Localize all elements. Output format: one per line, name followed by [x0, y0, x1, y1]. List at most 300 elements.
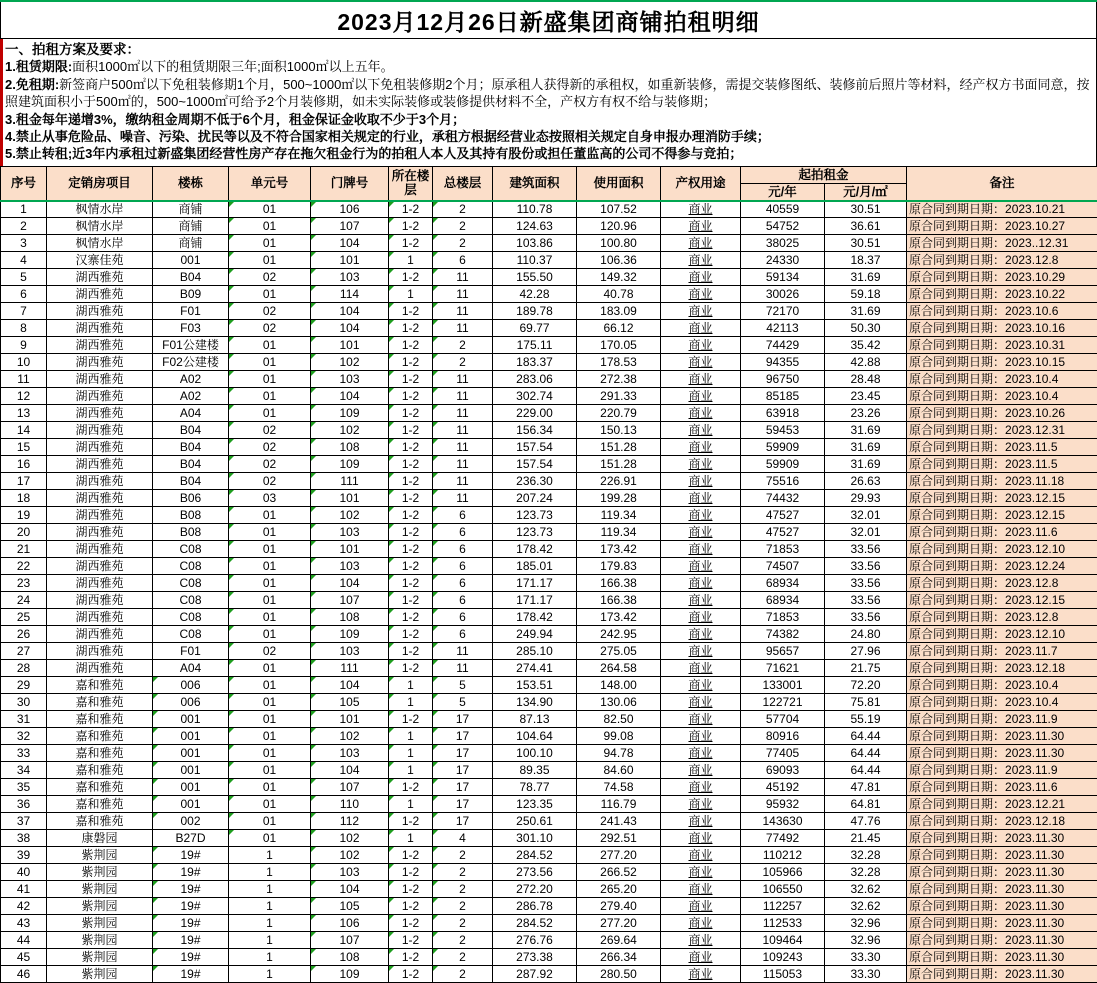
cell-project[interactable]: 嘉和雅苑	[47, 762, 153, 779]
cell-remark[interactable]: 原合同到期日期：2023.12.21	[907, 796, 1097, 813]
cell-project[interactable]: 紫荆园	[47, 898, 153, 915]
cell-project[interactable]: 嘉和雅苑	[47, 796, 153, 813]
cell-building[interactable]: 006	[153, 677, 229, 694]
cell-built-area[interactable]: 287.92	[493, 966, 577, 983]
cell-floor[interactable]: 1-2	[389, 541, 433, 558]
cell-rent-per-year[interactable]: 71853	[741, 609, 825, 626]
cell-building[interactable]: A02	[153, 388, 229, 405]
cell-remark[interactable]: 原合同到期日期：2023.11.6	[907, 524, 1097, 541]
cell-floor[interactable]: 1-2	[389, 626, 433, 643]
cell-rent-per-year[interactable]: 54752	[741, 218, 825, 235]
cell-unit[interactable]: 01	[229, 371, 311, 388]
cell-property-use[interactable]: 商业	[661, 235, 741, 252]
cell-rent-per-month-sqm[interactable]: 33.56	[825, 609, 907, 626]
cell-remark[interactable]: 原合同到期日期：2023.10.4	[907, 677, 1097, 694]
cell-rent-per-month-sqm[interactable]: 31.69	[825, 456, 907, 473]
cell-rent-per-month-sqm[interactable]: 21.45	[825, 830, 907, 847]
cell-floor[interactable]: 1-2	[389, 456, 433, 473]
cell-building[interactable]: B09	[153, 286, 229, 303]
cell-unit[interactable]: 01	[229, 507, 311, 524]
cell-door[interactable]: 107	[311, 779, 389, 796]
cell-total-floors[interactable]: 11	[433, 473, 493, 490]
cell-total-floors[interactable]: 6	[433, 541, 493, 558]
cell-property-use[interactable]: 商业	[661, 558, 741, 575]
cell-project[interactable]: 湖西雅苑	[47, 269, 153, 286]
cell-door[interactable]: 101	[311, 541, 389, 558]
cell-building[interactable]: F03	[153, 320, 229, 337]
cell-building[interactable]: 19#	[153, 881, 229, 898]
cell-unit[interactable]: 01	[229, 609, 311, 626]
cell-remark[interactable]: 原合同到期日期：2023.10.16	[907, 320, 1097, 337]
cell-building[interactable]: B04	[153, 422, 229, 439]
cell-unit[interactable]: 03	[229, 490, 311, 507]
cell-property-use[interactable]: 商业	[661, 507, 741, 524]
cell-seq[interactable]: 42	[1, 898, 47, 915]
cell-usable-area[interactable]: 241.43	[577, 813, 661, 830]
cell-unit[interactable]: 01	[229, 779, 311, 796]
cell-property-use[interactable]: 商业	[661, 422, 741, 439]
cell-seq[interactable]: 11	[1, 371, 47, 388]
cell-project[interactable]: 湖西雅苑	[47, 405, 153, 422]
cell-rent-per-year[interactable]: 59134	[741, 269, 825, 286]
cell-rent-per-year[interactable]: 95932	[741, 796, 825, 813]
cell-door[interactable]: 101	[311, 337, 389, 354]
cell-remark[interactable]: 原合同到期日期：2023.11.30	[907, 949, 1097, 966]
cell-built-area[interactable]: 78.77	[493, 779, 577, 796]
cell-rent-per-year[interactable]: 47527	[741, 524, 825, 541]
cell-remark[interactable]: 原合同到期日期：2023.10.4	[907, 371, 1097, 388]
cell-seq[interactable]: 22	[1, 558, 47, 575]
cell-unit[interactable]: 02	[229, 439, 311, 456]
cell-door[interactable]: 102	[311, 354, 389, 371]
cell-door[interactable]: 111	[311, 660, 389, 677]
cell-rent-per-year[interactable]: 47527	[741, 507, 825, 524]
cell-seq[interactable]: 32	[1, 728, 47, 745]
cell-rent-per-month-sqm[interactable]: 33.56	[825, 541, 907, 558]
cell-door[interactable]: 104	[311, 677, 389, 694]
cell-building[interactable]: 19#	[153, 898, 229, 915]
cell-unit[interactable]: 1	[229, 864, 311, 881]
cell-project[interactable]: 湖西雅苑	[47, 643, 153, 660]
cell-remark[interactable]: 原合同到期日期：2023.11.30	[907, 881, 1097, 898]
cell-usable-area[interactable]: 151.28	[577, 456, 661, 473]
cell-usable-area[interactable]: 66.12	[577, 320, 661, 337]
cell-usable-area[interactable]: 84.60	[577, 762, 661, 779]
cell-usable-area[interactable]: 119.34	[577, 507, 661, 524]
cell-building[interactable]: B06	[153, 490, 229, 507]
cell-unit[interactable]: 01	[229, 201, 311, 218]
cell-remark[interactable]: 原合同到期日期：2023.11.30	[907, 728, 1097, 745]
cell-rent-per-year[interactable]: 57704	[741, 711, 825, 728]
cell-property-use[interactable]: 商业	[661, 524, 741, 541]
cell-total-floors[interactable]: 2	[433, 337, 493, 354]
cell-total-floors[interactable]: 11	[433, 660, 493, 677]
cell-total-floors[interactable]: 2	[433, 898, 493, 915]
cell-remark[interactable]: 原合同到期日期：2023.11.7	[907, 643, 1097, 660]
cell-floor[interactable]: 1	[389, 694, 433, 711]
cell-total-floors[interactable]: 17	[433, 779, 493, 796]
cell-seq[interactable]: 44	[1, 932, 47, 949]
cell-rent-per-year[interactable]: 74507	[741, 558, 825, 575]
cell-building[interactable]: B08	[153, 524, 229, 541]
cell-usable-area[interactable]: 277.20	[577, 847, 661, 864]
cell-rent-per-year[interactable]: 74432	[741, 490, 825, 507]
cell-project[interactable]: 嘉和雅苑	[47, 779, 153, 796]
cell-door[interactable]: 104	[311, 575, 389, 592]
cell-project[interactable]: 湖西雅苑	[47, 626, 153, 643]
cell-total-floors[interactable]: 11	[433, 371, 493, 388]
cell-seq[interactable]: 37	[1, 813, 47, 830]
cell-building[interactable]: F02公建楼	[153, 354, 229, 371]
cell-usable-area[interactable]: 40.78	[577, 286, 661, 303]
cell-unit[interactable]: 1	[229, 932, 311, 949]
cell-usable-area[interactable]: 119.34	[577, 524, 661, 541]
cell-remark[interactable]: 原合同到期日期：2023.11.30	[907, 830, 1097, 847]
cell-usable-area[interactable]: 292.51	[577, 830, 661, 847]
cell-seq[interactable]: 1	[1, 201, 47, 218]
cell-building[interactable]: 006	[153, 694, 229, 711]
cell-rent-per-month-sqm[interactable]: 35.42	[825, 337, 907, 354]
cell-floor[interactable]: 1-2	[389, 898, 433, 915]
cell-usable-area[interactable]: 279.40	[577, 898, 661, 915]
cell-remark[interactable]: 原合同到期日期：2023.11.5	[907, 439, 1097, 456]
cell-seq[interactable]: 30	[1, 694, 47, 711]
cell-seq[interactable]: 16	[1, 456, 47, 473]
cell-remark[interactable]: 原合同到期日期：2023.10.15	[907, 354, 1097, 371]
cell-seq[interactable]: 13	[1, 405, 47, 422]
cell-built-area[interactable]: 124.63	[493, 218, 577, 235]
cell-total-floors[interactable]: 6	[433, 507, 493, 524]
cell-rent-per-year[interactable]: 96750	[741, 371, 825, 388]
cell-floor[interactable]: 1-2	[389, 269, 433, 286]
cell-building[interactable]: B08	[153, 507, 229, 524]
cell-project[interactable]: 紫荆园	[47, 966, 153, 983]
cell-floor[interactable]: 1-2	[389, 813, 433, 830]
cell-floor[interactable]: 1	[389, 677, 433, 694]
cell-door[interactable]: 102	[311, 830, 389, 847]
cell-floor[interactable]: 1-2	[389, 235, 433, 252]
cell-building[interactable]: 001	[153, 252, 229, 269]
cell-property-use[interactable]: 商业	[661, 949, 741, 966]
cell-rent-per-month-sqm[interactable]: 64.81	[825, 796, 907, 813]
cell-rent-per-year[interactable]: 94355	[741, 354, 825, 371]
cell-remark[interactable]: 原合同到期日期：2023.11.30	[907, 898, 1097, 915]
cell-seq[interactable]: 39	[1, 847, 47, 864]
cell-building[interactable]: B04	[153, 439, 229, 456]
cell-built-area[interactable]: 100.10	[493, 745, 577, 762]
cell-seq[interactable]: 3	[1, 235, 47, 252]
cell-rent-per-month-sqm[interactable]: 64.44	[825, 762, 907, 779]
header-property-use[interactable]: 产权用途	[661, 167, 741, 201]
cell-built-area[interactable]: 189.78	[493, 303, 577, 320]
cell-property-use[interactable]: 商业	[661, 354, 741, 371]
cell-remark[interactable]: 原合同到期日期：2023.12.8	[907, 609, 1097, 626]
cell-unit[interactable]: 01	[229, 813, 311, 830]
cell-built-area[interactable]: 185.01	[493, 558, 577, 575]
cell-remark[interactable]: 原合同到期日期：2023.12.24	[907, 558, 1097, 575]
cell-rent-per-month-sqm[interactable]: 59.18	[825, 286, 907, 303]
cell-rent-per-year[interactable]: 69093	[741, 762, 825, 779]
cell-usable-area[interactable]: 269.64	[577, 932, 661, 949]
cell-seq[interactable]: 10	[1, 354, 47, 371]
cell-rent-per-year[interactable]: 42113	[741, 320, 825, 337]
header-built-area[interactable]: 建筑面积	[493, 167, 577, 201]
cell-remark[interactable]: 原合同到期日期：2023.11.5	[907, 456, 1097, 473]
cell-unit[interactable]: 01	[229, 796, 311, 813]
header-building[interactable]: 楼栋	[153, 167, 229, 201]
cell-remark[interactable]: 原合同到期日期：2023.11.30	[907, 966, 1097, 983]
cell-building[interactable]: 商铺	[153, 201, 229, 218]
cell-built-area[interactable]: 157.54	[493, 439, 577, 456]
cell-remark[interactable]: 原合同到期日期：2023.11.9	[907, 711, 1097, 728]
cell-remark[interactable]: 原合同到期日期：2023.10.21	[907, 201, 1097, 218]
header-unit[interactable]: 单元号	[229, 167, 311, 201]
header-project[interactable]: 定销房项目	[47, 167, 153, 201]
cell-floor[interactable]: 1-2	[389, 779, 433, 796]
cell-building[interactable]: C08	[153, 609, 229, 626]
cell-built-area[interactable]: 273.56	[493, 864, 577, 881]
cell-total-floors[interactable]: 17	[433, 796, 493, 813]
cell-door[interactable]: 103	[311, 269, 389, 286]
cell-property-use[interactable]: 商业	[661, 813, 741, 830]
cell-property-use[interactable]: 商业	[661, 609, 741, 626]
cell-door[interactable]: 102	[311, 422, 389, 439]
cell-rent-per-year[interactable]: 68934	[741, 575, 825, 592]
cell-built-area[interactable]: 285.10	[493, 643, 577, 660]
cell-building[interactable]: 商铺	[153, 235, 229, 252]
cell-rent-per-month-sqm[interactable]: 18.37	[825, 252, 907, 269]
cell-rent-per-year[interactable]: 80916	[741, 728, 825, 745]
cell-rent-per-month-sqm[interactable]: 32.01	[825, 507, 907, 524]
cell-project[interactable]: 枫情水岸	[47, 235, 153, 252]
cell-floor[interactable]: 1-2	[389, 864, 433, 881]
cell-unit[interactable]: 01	[229, 728, 311, 745]
cell-project[interactable]: 嘉和雅苑	[47, 694, 153, 711]
cell-total-floors[interactable]: 2	[433, 949, 493, 966]
cell-usable-area[interactable]: 242.95	[577, 626, 661, 643]
cell-remark[interactable]: 原合同到期日期：2023.10.31	[907, 337, 1097, 354]
cell-built-area[interactable]: 123.35	[493, 796, 577, 813]
cell-building[interactable]: F01	[153, 643, 229, 660]
cell-property-use[interactable]: 商业	[661, 575, 741, 592]
cell-remark[interactable]: 原合同到期日期：2023.11.30	[907, 932, 1097, 949]
cell-floor[interactable]: 1-2	[389, 320, 433, 337]
cell-rent-per-year[interactable]: 63918	[741, 405, 825, 422]
cell-usable-area[interactable]: 291.33	[577, 388, 661, 405]
cell-built-area[interactable]: 156.34	[493, 422, 577, 439]
cell-door[interactable]: 102	[311, 507, 389, 524]
cell-rent-per-month-sqm[interactable]: 23.45	[825, 388, 907, 405]
cell-total-floors[interactable]: 17	[433, 728, 493, 745]
cell-remark[interactable]: 原合同到期日期：2023.10.29	[907, 269, 1097, 286]
cell-property-use[interactable]: 商业	[661, 966, 741, 983]
cell-remark[interactable]: 原合同到期日期：2023.10.4	[907, 694, 1097, 711]
cell-project[interactable]: 湖西雅苑	[47, 354, 153, 371]
cell-door[interactable]: 108	[311, 609, 389, 626]
cell-rent-per-year[interactable]: 75516	[741, 473, 825, 490]
cell-unit[interactable]: 01	[229, 235, 311, 252]
cell-remark[interactable]: 原合同到期日期：2023.12.18	[907, 660, 1097, 677]
cell-unit[interactable]: 01	[229, 575, 311, 592]
cell-usable-area[interactable]: 170.05	[577, 337, 661, 354]
cell-remark[interactable]: 原合同到期日期：2023.12.8	[907, 575, 1097, 592]
cell-rent-per-year[interactable]: 74429	[741, 337, 825, 354]
cell-floor[interactable]: 1	[389, 728, 433, 745]
cell-building[interactable]: B04	[153, 269, 229, 286]
cell-seq[interactable]: 9	[1, 337, 47, 354]
cell-built-area[interactable]: 284.52	[493, 915, 577, 932]
cell-remark[interactable]: 原合同到期日期：2023.12.15	[907, 507, 1097, 524]
cell-rent-per-month-sqm[interactable]: 36.61	[825, 218, 907, 235]
cell-built-area[interactable]: 302.74	[493, 388, 577, 405]
cell-building[interactable]: B04	[153, 473, 229, 490]
cell-rent-per-month-sqm[interactable]: 50.30	[825, 320, 907, 337]
cell-rent-per-month-sqm[interactable]: 47.81	[825, 779, 907, 796]
cell-rent-per-year[interactable]: 133001	[741, 677, 825, 694]
cell-floor[interactable]: 1-2	[389, 422, 433, 439]
cell-unit[interactable]: 02	[229, 643, 311, 660]
cell-door[interactable]: 107	[311, 592, 389, 609]
cell-built-area[interactable]: 301.10	[493, 830, 577, 847]
cell-door[interactable]: 114	[311, 286, 389, 303]
cell-project[interactable]: 紫荆园	[47, 932, 153, 949]
cell-seq[interactable]: 28	[1, 660, 47, 677]
cell-property-use[interactable]: 商业	[661, 626, 741, 643]
cell-remark[interactable]: 原合同到期日期：2023.12.15	[907, 592, 1097, 609]
cell-door[interactable]: 103	[311, 524, 389, 541]
cell-total-floors[interactable]: 6	[433, 558, 493, 575]
cell-rent-per-year[interactable]: 122721	[741, 694, 825, 711]
cell-built-area[interactable]: 42.28	[493, 286, 577, 303]
cell-property-use[interactable]: 商业	[661, 439, 741, 456]
cell-property-use[interactable]: 商业	[661, 405, 741, 422]
cell-property-use[interactable]: 商业	[661, 796, 741, 813]
cell-built-area[interactable]: 123.73	[493, 507, 577, 524]
cell-project[interactable]: 湖西雅苑	[47, 439, 153, 456]
cell-rent-per-month-sqm[interactable]: 29.93	[825, 490, 907, 507]
cell-floor[interactable]: 1-2	[389, 218, 433, 235]
cell-usable-area[interactable]: 264.58	[577, 660, 661, 677]
header-usable-area[interactable]: 使用面积	[577, 167, 661, 201]
cell-floor[interactable]: 1	[389, 286, 433, 303]
cell-property-use[interactable]: 商业	[661, 762, 741, 779]
cell-rent-per-month-sqm[interactable]: 32.96	[825, 915, 907, 932]
cell-remark[interactable]: 原合同到期日期：2023.10.22	[907, 286, 1097, 303]
cell-built-area[interactable]: 276.76	[493, 932, 577, 949]
cell-rent-per-month-sqm[interactable]: 30.51	[825, 235, 907, 252]
cell-unit[interactable]: 01	[229, 660, 311, 677]
cell-floor[interactable]: 1	[389, 830, 433, 847]
cell-usable-area[interactable]: 226.91	[577, 473, 661, 490]
cell-total-floors[interactable]: 17	[433, 762, 493, 779]
cell-total-floors[interactable]: 11	[433, 405, 493, 422]
cell-property-use[interactable]: 商业	[661, 643, 741, 660]
cell-floor[interactable]: 1-2	[389, 405, 433, 422]
cell-building[interactable]: C08	[153, 592, 229, 609]
cell-rent-per-month-sqm[interactable]: 42.88	[825, 354, 907, 371]
cell-total-floors[interactable]: 11	[433, 456, 493, 473]
cell-rent-per-year[interactable]: 85185	[741, 388, 825, 405]
header-remark[interactable]: 备注	[907, 167, 1097, 201]
cell-built-area[interactable]: 171.17	[493, 575, 577, 592]
cell-unit[interactable]: 01	[229, 677, 311, 694]
cell-built-area[interactable]: 273.38	[493, 949, 577, 966]
cell-built-area[interactable]: 103.86	[493, 235, 577, 252]
cell-rent-per-month-sqm[interactable]: 72.20	[825, 677, 907, 694]
cell-built-area[interactable]: 178.42	[493, 609, 577, 626]
cell-remark[interactable]: 原合同到期日期：2023.11.30	[907, 745, 1097, 762]
cell-property-use[interactable]: 商业	[661, 490, 741, 507]
cell-total-floors[interactable]: 17	[433, 813, 493, 830]
cell-door[interactable]: 102	[311, 847, 389, 864]
cell-unit[interactable]: 1	[229, 847, 311, 864]
cell-seq[interactable]: 8	[1, 320, 47, 337]
cell-usable-area[interactable]: 106.36	[577, 252, 661, 269]
cell-project[interactable]: 湖西雅苑	[47, 507, 153, 524]
cell-seq[interactable]: 36	[1, 796, 47, 813]
cell-property-use[interactable]: 商业	[661, 745, 741, 762]
cell-property-use[interactable]: 商业	[661, 371, 741, 388]
cell-remark[interactable]: 原合同到期日期：2023.12.15	[907, 490, 1097, 507]
cell-rent-per-year[interactable]: 109243	[741, 949, 825, 966]
cell-door[interactable]: 108	[311, 949, 389, 966]
cell-built-area[interactable]: 157.54	[493, 456, 577, 473]
cell-project[interactable]: 嘉和雅苑	[47, 677, 153, 694]
cell-usable-area[interactable]: 272.38	[577, 371, 661, 388]
cell-unit[interactable]: 01	[229, 830, 311, 847]
cell-seq[interactable]: 2	[1, 218, 47, 235]
cell-door[interactable]: 101	[311, 252, 389, 269]
cell-project[interactable]: 嘉和雅苑	[47, 745, 153, 762]
cell-built-area[interactable]: 123.73	[493, 524, 577, 541]
cell-floor[interactable]: 1-2	[389, 337, 433, 354]
cell-remark[interactable]: 原合同到期日期：2023.12.10	[907, 541, 1097, 558]
cell-usable-area[interactable]: 82.50	[577, 711, 661, 728]
cell-built-area[interactable]: 229.00	[493, 405, 577, 422]
cell-property-use[interactable]: 商业	[661, 728, 741, 745]
cell-building[interactable]: B27D	[153, 830, 229, 847]
cell-unit[interactable]: 02	[229, 303, 311, 320]
cell-rent-per-month-sqm[interactable]: 31.69	[825, 422, 907, 439]
cell-seq[interactable]: 35	[1, 779, 47, 796]
cell-remark[interactable]: 原合同到期日期：2023.12.31	[907, 422, 1097, 439]
cell-project[interactable]: 湖西雅苑	[47, 473, 153, 490]
cell-project[interactable]: 嘉和雅苑	[47, 813, 153, 830]
cell-built-area[interactable]: 110.37	[493, 252, 577, 269]
cell-unit[interactable]: 02	[229, 320, 311, 337]
cell-property-use[interactable]: 商业	[661, 847, 741, 864]
cell-remark[interactable]: 原合同到期日期：2023.12.10	[907, 626, 1097, 643]
cell-remark[interactable]: 原合同到期日期：2023.11.30	[907, 847, 1097, 864]
cell-floor[interactable]: 1-2	[389, 575, 433, 592]
cell-remark[interactable]: 原合同到期日期：2023.11.18	[907, 473, 1097, 490]
cell-door[interactable]: 104	[311, 762, 389, 779]
cell-built-area[interactable]: 207.24	[493, 490, 577, 507]
cell-built-area[interactable]: 274.41	[493, 660, 577, 677]
cell-rent-per-month-sqm[interactable]: 27.96	[825, 643, 907, 660]
cell-seq[interactable]: 4	[1, 252, 47, 269]
cell-unit[interactable]: 01	[229, 524, 311, 541]
cell-project[interactable]: 湖西雅苑	[47, 388, 153, 405]
cell-rent-per-month-sqm[interactable]: 31.69	[825, 439, 907, 456]
cell-building[interactable]: C08	[153, 575, 229, 592]
cell-project[interactable]: 湖西雅苑	[47, 524, 153, 541]
cell-built-area[interactable]: 249.94	[493, 626, 577, 643]
cell-property-use[interactable]: 商业	[661, 218, 741, 235]
header-rent-per-year[interactable]: 元/年	[741, 184, 825, 201]
cell-seq[interactable]: 18	[1, 490, 47, 507]
cell-project[interactable]: 湖西雅苑	[47, 337, 153, 354]
